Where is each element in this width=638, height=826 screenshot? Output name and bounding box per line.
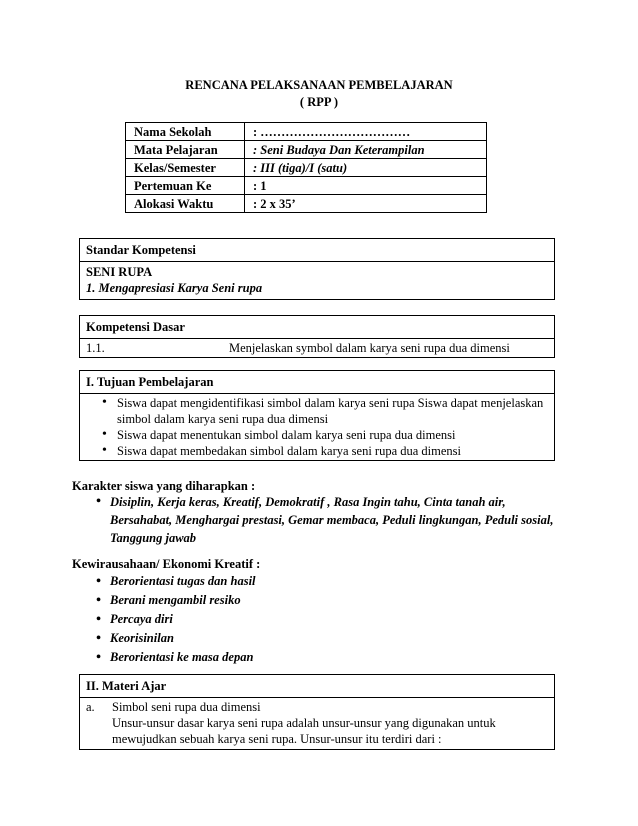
info-label: Pertemuan Ke <box>126 177 245 195</box>
list-item: • Siswa dapat mengidentifikasi simbol dalam karya seni rupa Siswa dapat menjelaskan simbol dalam karya seni rupa dua dimensi <box>96 395 548 427</box>
materi-text-line2: mewujudkan sebuah karya seni rupa. Unsur-unsur itu terdiri dari : <box>112 732 442 746</box>
tujuan-box <box>79 370 555 461</box>
document-title: RENCANA PELAKSANAAN PEMBELAJARAN <box>185 78 453 92</box>
info-label: Nama Sekolah <box>126 123 245 141</box>
info-value: : 2 x 35’ <box>245 195 487 213</box>
materi-subtitle: Simbol seni rupa dua dimensi <box>112 700 261 714</box>
info-value: : III (tiga)/I (satu) <box>245 159 487 177</box>
kompetensi-dasar-number: 1.1. <box>86 341 105 355</box>
list-item: • Berorientasi tugas dan hasil <box>96 572 566 591</box>
info-value: : 1 <box>245 177 487 195</box>
list-item: • Siswa dapat membedakan simbol dalam karya seni rupa dua dimensi <box>96 443 548 459</box>
info-value: : Seni Budaya Dan Keterampilan <box>245 141 487 159</box>
document-subtitle: ( RPP ) <box>299 95 339 109</box>
karakter-heading: Karakter siswa yang diharapkan : <box>72 479 256 493</box>
materi-letter: a. <box>86 700 95 714</box>
info-value: : ……………………………… <box>245 123 487 141</box>
table-row <box>126 177 487 195</box>
info-label: Kelas/Semester <box>126 159 245 177</box>
list-item: • Berani mengambil resiko <box>96 591 566 610</box>
list-item: • Keorisinilan <box>96 629 566 648</box>
list-item: • Disiplin, Kerja keras, Kreatif, Demokratif , Rasa Ingin tahu, Cinta tanah air, Bersahabat, Menghargai prestasi, Gemar membaca, Peduli lingkungan, Peduli sosial, Tanggung jawab <box>96 493 556 547</box>
materi-box <box>79 674 555 750</box>
materi-text-line1: Unsur-unsur dasar karya seni rupa adalah unsur-unsur yang digunakan untuk <box>112 716 496 730</box>
standar-kompetensi-heading: Standar Kompetensi <box>80 239 554 262</box>
tujuan-heading: I. Tujuan Pembelajaran <box>80 371 554 394</box>
kompetensi-dasar-box <box>79 315 555 358</box>
table-row <box>126 141 487 159</box>
table-row <box>126 195 487 213</box>
table-row <box>126 123 487 141</box>
standar-kompetensi-line1: SENI RUPA <box>86 265 153 279</box>
kewirausahaan-heading: Kewirausahaan/ Ekonomi Kreatif : <box>72 557 261 571</box>
list-item: • Siswa dapat menentukan simbol dalam karya seni rupa dua dimensi <box>96 427 548 443</box>
standar-kompetensi-line2: 1. Mengapresiasi Karya Seni rupa <box>86 281 263 295</box>
kompetensi-dasar-text: Menjelaskan symbol dalam karya seni rupa dua dimensi <box>229 341 510 355</box>
list-item: • Percaya diri <box>96 610 566 629</box>
info-table <box>125 122 487 213</box>
standar-kompetensi-box <box>79 238 555 300</box>
info-label: Mata Pelajaran <box>126 141 245 159</box>
table-row <box>126 159 487 177</box>
info-label: Alokasi Waktu <box>126 195 245 213</box>
list-item: • Berorientasi ke masa depan <box>96 648 566 667</box>
kompetensi-dasar-heading: Kompetensi Dasar <box>80 316 554 339</box>
kewirausahaan-list <box>96 572 566 667</box>
karakter-list <box>96 493 556 547</box>
materi-heading: II. Materi Ajar <box>80 675 554 698</box>
